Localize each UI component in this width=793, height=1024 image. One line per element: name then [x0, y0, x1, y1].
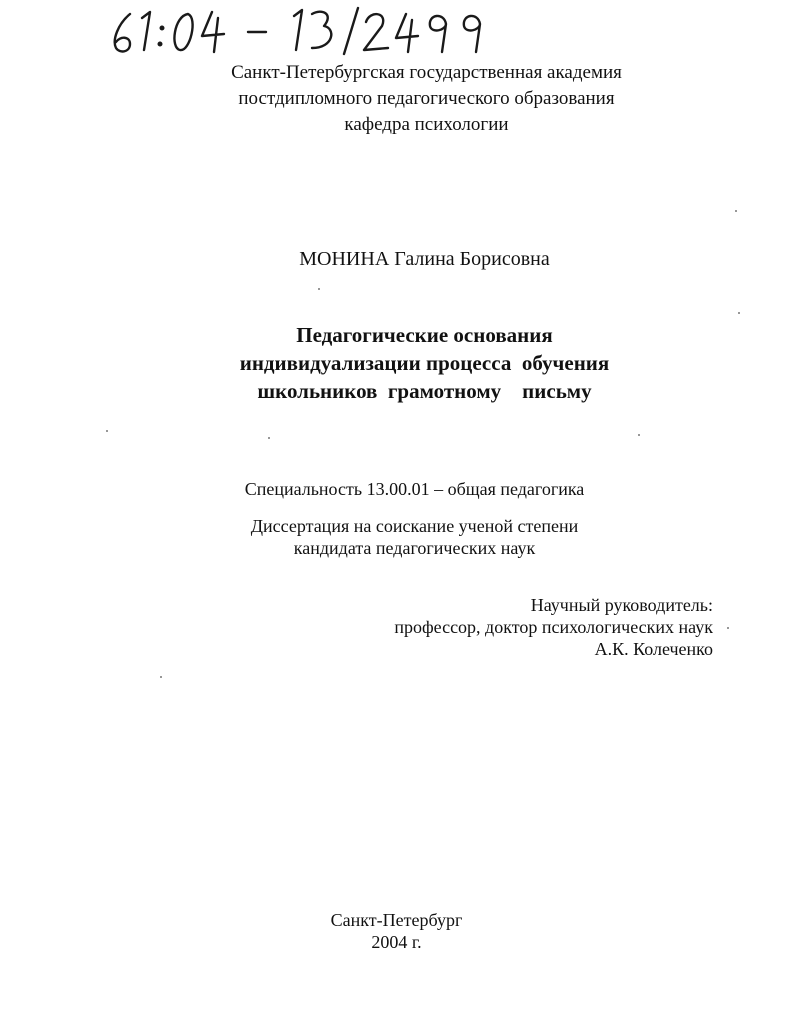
- supervisor-label: Научный руководитель:: [530, 595, 713, 615]
- scan-speck: [727, 627, 729, 629]
- institution-line-1: Санкт-Петербургская государственная академия: [231, 62, 622, 83]
- supervisor-position: профессор, доктор психологических наук: [394, 617, 713, 637]
- specialty-line: Специальность 13.00.01 – общая педагогика: [244, 479, 585, 499]
- scan-speck: [318, 288, 320, 290]
- supervisor-name: А.К. Колеченко: [594, 639, 713, 659]
- handwritten-catalog-number: [108, 4, 508, 64]
- scan-speck: [106, 430, 108, 432]
- title-line-3: школьников грамотному письму: [257, 379, 592, 403]
- scan-speck: [160, 676, 162, 678]
- city: Санкт-Петербург: [330, 910, 463, 930]
- author-name: МОНИНА Галина Борисовна: [299, 248, 550, 270]
- title-line-2: индивидуализации процесса обучения: [239, 351, 610, 375]
- handwritten-number-drawing: [108, 4, 508, 64]
- scan-speck: [268, 437, 270, 439]
- department-line: кафедра психологии: [344, 114, 509, 135]
- dissertation-title: [28, 321, 793, 405]
- institution-line-2: постдипломного педагогического образования: [238, 88, 615, 109]
- title-line-1: Педагогические основания: [296, 323, 553, 347]
- scan-speck: [738, 312, 740, 314]
- scan-speck: [735, 210, 737, 212]
- degree-line-2: кандидата педагогических наук: [293, 538, 536, 558]
- institution-block: [30, 60, 793, 138]
- dissertation-degree: [18, 515, 793, 559]
- degree-line-1: Диссертация на соискание ученой степени: [250, 516, 579, 536]
- place-and-year: [0, 909, 793, 953]
- year: 2004 г.: [371, 932, 422, 952]
- scan-speck: [638, 434, 640, 436]
- supervisor-block: [394, 594, 713, 660]
